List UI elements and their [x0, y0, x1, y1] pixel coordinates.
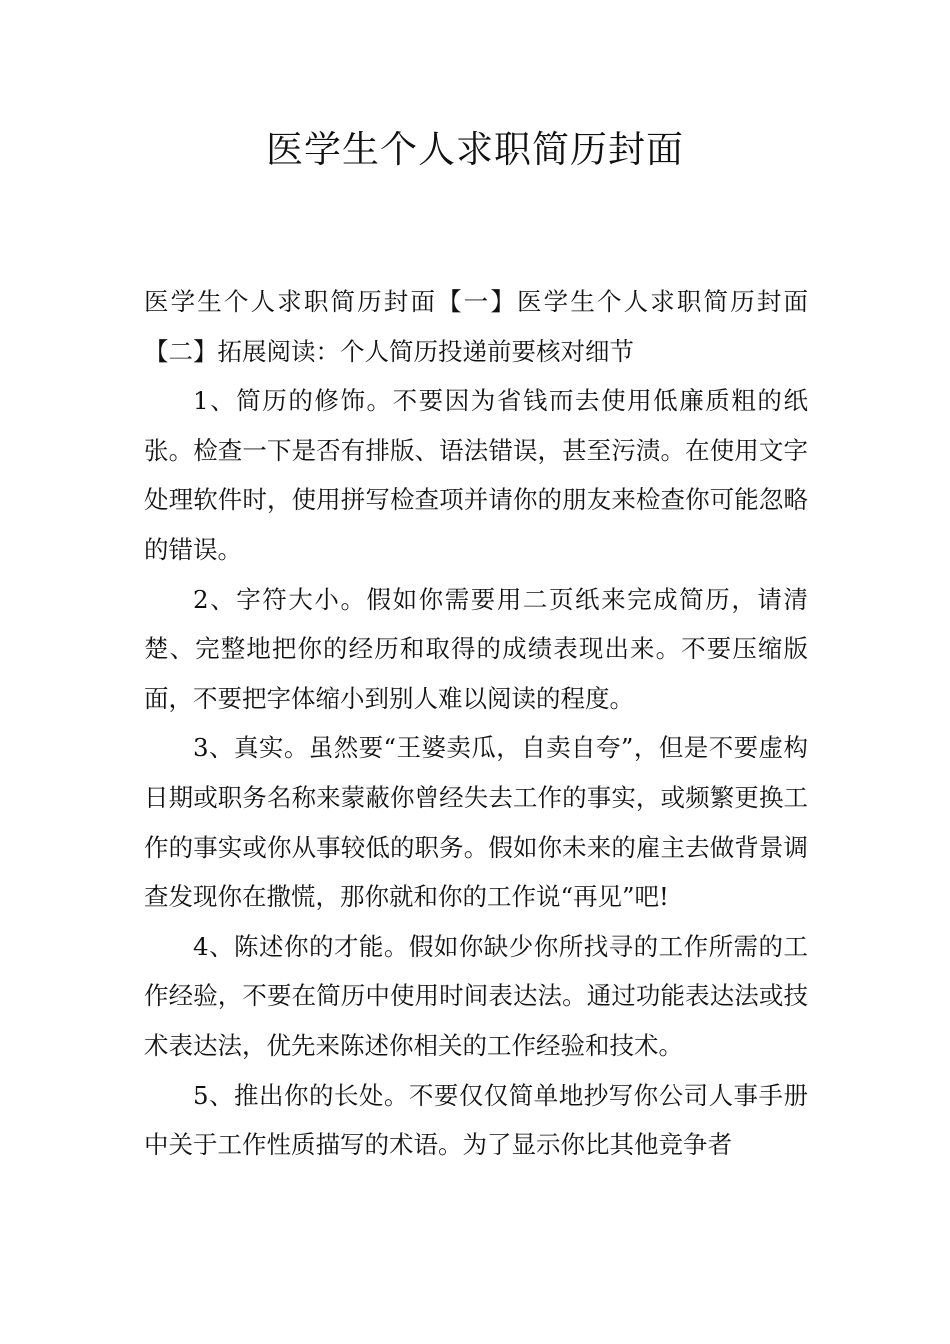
document-body: [144, 277, 808, 1170]
document-title: 医学生个人求职简历封面: [266, 128, 684, 171]
paragraph-2: 2、字符大小。假如你需要用二页纸来完成简历，请清楚、完整地把你的经历和取得的成绩表现出来。不要压缩版面，不要把字体缩小到别人难以阅读的程度。: [144, 584, 808, 713]
paragraph-1: 1、简历的修饰。不要因为省钱而去使用低廉质粗的纸张。检查一下是否有排版、语法错误，甚至污渍。在使用文字处理软件时，使用拼写检查项并请你的朋友来检查你可能忽略的错误。: [144, 386, 808, 564]
paragraph-5: 5、推出你的长处。不要仅仅简单地抄写你公司人事手册中关于工作性质描写的术语。为了显示你比其他竞争者: [144, 1080, 808, 1160]
paragraph-3: 3、真实。虽然要“王婆卖瓜，自卖自夸”，但是不要虚构日期或职务名称来蒙蔽你曾经失去工作的事实，或频繁更换工作的事实或你从事较低的职务。假如你未来的雇主去做背景调查发现你在撒慌，那你就和你的工作说“再见”吧!: [144, 733, 808, 912]
intro-paragraph: 医学生个人求职简历封面【一】医学生个人求职简历封面【二】拓展阅读：个人简历投递前要核对细节: [144, 287, 808, 366]
paragraph-4: 4、陈述你的才能。假如你缺少你所找寻的工作所需的工作经验，不要在简历中使用时间表达法。通过功能表达法或技术表达法，优先来陈述你相关的工作经验和技术。: [144, 931, 808, 1060]
